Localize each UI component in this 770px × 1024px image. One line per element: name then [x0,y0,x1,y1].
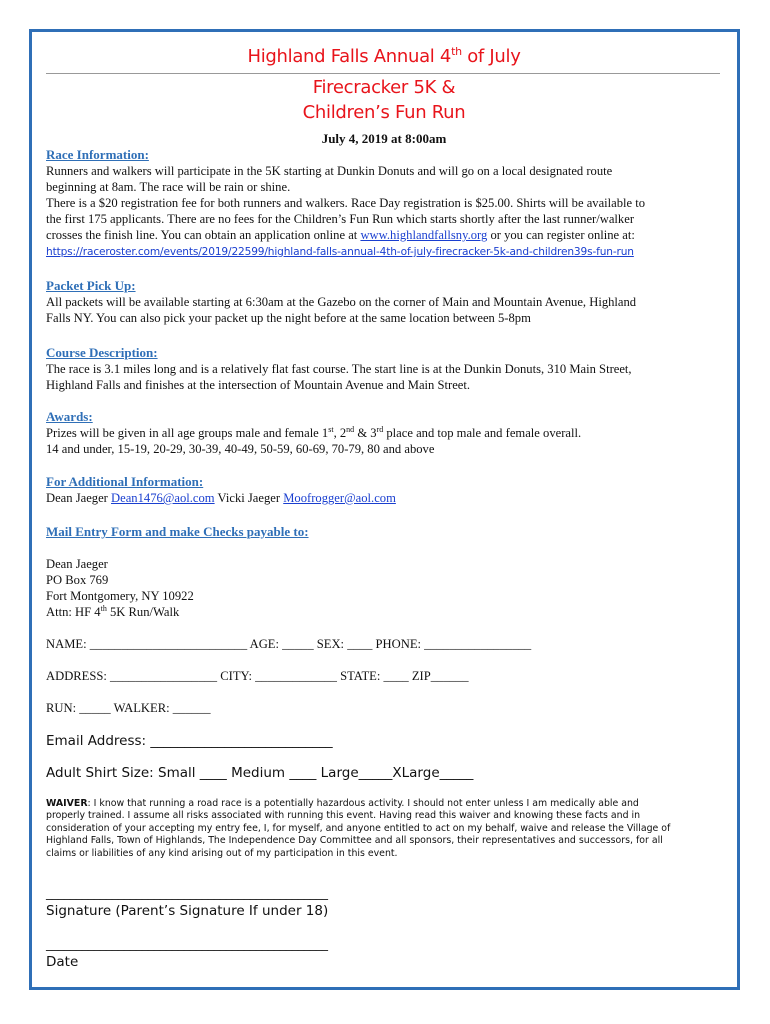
awards-text: & 3 [354,426,377,440]
waiver-text-part: : I know that running a road race is a potentially hazardous activity. I should not enter unless I am medically able and [87,798,639,809]
race-info-text: crosses the finish line. You can obtain an application online at [46,228,361,242]
name-age-sex-phone-row[interactable]: NAME: _________________________ AGE: _____ SEX: ____ PHONE: _________________ [46,637,532,651]
course-body [46,361,716,393]
shirt-size-row[interactable]: Adult Shirt Size: Small ____ Medium ____ Large_____XLarge_____ [46,765,474,781]
email-link-dean[interactable]: Dean1476@aol.com [111,491,215,505]
signature-line[interactable]: _______________________________________________ [46,886,328,900]
awards-sup: nd [346,424,355,434]
signature-label: Signature (Parent’s Signature If under 18) [46,903,329,919]
awards-sup: rd [376,424,384,434]
packet-line: All packets will be available starting at 6:30am at the Gazebo on the corner of Main and Mountain Avenue, Highland [46,295,637,309]
waiver-line: properly trained. I assume all risks associated with running this event. Having read this waiver and knowing these facts and in [46,810,641,822]
date-line[interactable]: _______________________________________________ [46,937,328,951]
race-info-line: beginning at 8am. The race will be rain or shine. [46,180,291,194]
race-info-line [46,227,716,243]
awards-text: Prizes will be given in all age groups male and female 1 [46,426,329,440]
packet-body [46,294,716,326]
course-heading: Course Description: [46,345,158,360]
packet-heading: Packet Pick Up: [46,278,136,293]
mail-address [46,556,716,620]
date-label: Date [46,954,79,970]
awards-body [46,425,716,457]
awards-heading: Awards: [46,409,93,424]
age-groups-line: 14 and under, 15-19, 20-29, 30-39, 40-49, 50-59, 60-69, 70-79, 80 and above [46,442,435,456]
event-date: July 4, 2019 at 8:00am [321,131,447,146]
packet-line: Falls NY. You can also pick your packet up the night before at the same location between 5-8pm [46,311,531,325]
title-rule [46,73,720,74]
address-line: Dean Jaeger [46,557,108,571]
title-line-2: Firecracker 5K & [312,77,456,98]
email-link-vicki[interactable]: Moofrogger@aol.com [283,491,396,505]
address-line [46,604,716,620]
info-heading: For Additional Information: [46,474,204,489]
waiver-line: consideration of your accepting my entry fee, I, for myself, and anyone entitled to act on my behalf, waive and release the Village of [46,822,671,834]
address-sup: th [100,603,107,613]
race-info-line: Runners and walkers will participate in the 5K starting at Dunkin Donuts and will go on a local designated route [46,164,613,178]
race-info-text: or you can register online at: [487,228,635,242]
waiver-line [46,798,726,810]
mail-heading: Mail Entry Form and make Checks payable to: [46,524,309,539]
awards-line [46,425,716,441]
race-info-heading: Race Information: [46,147,149,162]
title-text: Highland Falls Annual 4 [247,46,452,67]
title-line-1 [44,46,724,67]
race-info-line: There is a $20 registration fee for both runners and walkers. Race Day registration is $25.00. Shirts will be available to [46,196,646,210]
address-text: Attn: HF 4 [46,605,101,619]
race-info-body [46,163,716,260]
race-info-line: the first 175 applicants. There are no fees for the Children’s Fun Run which starts shortly after the last runner/walker [46,212,635,226]
registration-link[interactable]: https://raceroster.com/events/2019/22599/highland-falls-annual-4th-of-july-firecracker-5k-and-children39s-fun-run [46,246,634,258]
website-link[interactable]: www.highlandfallsny.org [360,228,488,242]
run-walker-row[interactable]: RUN: _____ WALKER: ______ [46,701,211,715]
contact-line [46,490,716,506]
address-line: PO Box 769 [46,573,109,587]
email-address-row[interactable]: Email Address: ___________________________ [46,733,333,749]
awards-sup: st [328,424,334,434]
awards-text: place and top male and female overall. [383,426,582,440]
address-text: 5K Run/Walk [106,605,180,619]
address-line: Fort Montgomery, NY 10922 [46,589,194,603]
waiver-text [46,798,726,860]
title-superscript: th [451,45,462,58]
contact-name: Dean Jaeger [46,491,112,505]
waiver-line: Highland Falls, Town of Highlands, The Independence Day Committee and all sponsors, their representatives and successors, for all [46,835,663,847]
address-city-state-zip-row[interactable]: ADDRESS: _________________ CITY: _____________ STATE: ____ ZIP______ [46,669,469,683]
waiver-label: WAIVER [46,798,88,809]
title-line-3: Children’s Fun Run [302,102,466,123]
course-line: The race is 3.1 miles long and is a relatively flat fast course. The start line is at the Dunkin Donuts, 310 Main Street, [46,362,632,376]
course-line: Highland Falls and finishes at the intersection of Mountain Avenue and Main Street. [46,378,471,392]
awards-text: , 2 [333,426,347,440]
contact-name: Vicki Jaeger [214,491,284,505]
title-text-end: of July [461,46,521,67]
waiver-line: claims or liabilities of any kind arising out of my participation in this event. [46,847,398,859]
